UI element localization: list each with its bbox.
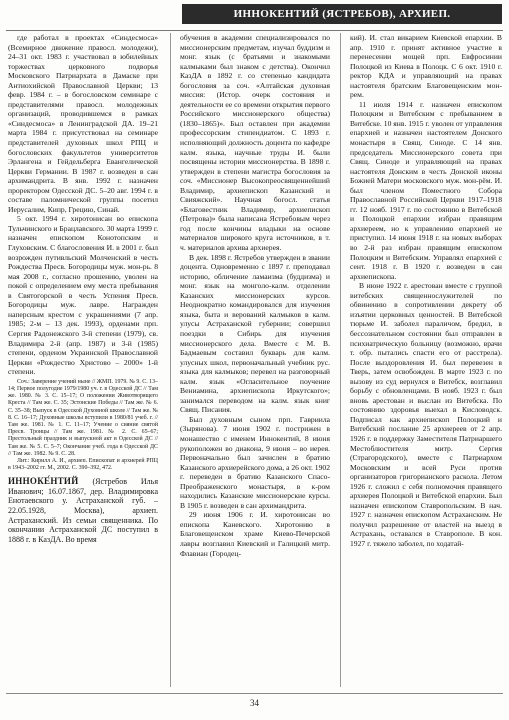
header-rule xyxy=(6,30,503,31)
text-column-2 xyxy=(180,33,330,685)
references-block xyxy=(8,379,158,473)
paragraph: где работал в проектах «Синдесмоса» (Всемирное движение правосл. молодежи), 24–31 окт. 1983 г. участвовал в юбилейных торжествах церковного подворья Московского Патриархата в Дамаске при Антиохийской Православной Церкви; 13 февр. 1984 г. – в богословском семинаре с представителями правосл. молодежных организаций, проводившемся в рамках «Синдесмоса» в Ленинградской ДА. 19–21 марта 1984 г. присутствовал на семинаре представителей духовных школ РПЦ и богословских факультетов университетов Эрлангена и Гейдельберга Евангелической Церкви Германии. В 1987 г. возведен в сан архимандрита. В янв. 1992 г. назначен проректором Одесской ДС. 5–20 авг. 1994 г. в составе паломнической группы посетил Иерусалим, Кипр, Грецию, Синай. xyxy=(8,33,158,214)
entry-text: (Ястребов Илья Иванович; 16.07.1867, дер. Владимировка Енотаевского у. Астраханской губ. – 22.05.1928, Москва), архиеп. Астраханский. Из семьи священника. По окончании Астраханской ДС поступил в 1888 г. в КазДА. Во время xyxy=(8,477,158,544)
paragraph: Был духовным сыном прп. Гавриила (Зырянова). 7 июня 1902 г. пострижен в монашество с именем Иннокентий, 8 июня рукоположен во диакона, 9 июня – во иерея. Первоначально был зачислен в братию Казанского архиерейского дома, а 26 окт. 1902 г. переведен в братию Казанского Спасо-Преображенского монастыря, в к-ром находились Казанские миссионерские курсы. В 1905 г. возведен в сан архимандрита. xyxy=(180,414,330,510)
footer-rule xyxy=(6,693,503,694)
text-column-3 xyxy=(350,33,502,685)
paragraph: обучения в академии специализировался по миссионерским предметам, изучал буддизм и монг. язык (с братьями и знакомыми калмыками был знаком с детства). Окончил КазДА в 1892 г. со степенью кандидата богословия за соч. «Алтайская духовная миссия: (Истор. очерк состояния и деятельности ее со времени открытия первого Российского миссионерского общества) (1830–1865)». Был оставлен при академии профессорским стипендиатом. С 1893 г. исполняющий должность доцента по кафедре калм. языка, научные труды И. были посвящены истории миссионерства. В 1898 г. утвержден в степени магистра богословия за соч. «Миссионер Высокопреосвященнейший Владимир, архиепископ Казанский и Свияжский». Научная богосл. статья «Благовестник Владимир, архиепископ (Петрова)» была написана Ястребовым через год после кончины владыки на основе материалов широкого круга источников, в т. ч. материалов архива архиерея. xyxy=(180,33,330,253)
article-entry xyxy=(8,477,158,544)
entry-headword: ИННОКЕ́НТИЙ xyxy=(8,476,79,487)
running-title: ИННОКЕНТИЙ (ЯСТРЕБОВ), АРХИЕП. xyxy=(182,4,502,24)
literature-reference: Лит.: Кирилл А. И., архиеп. Епископат и архиерей РПЦ в 1943–2002 гг. М., 2002. С. 390–392, 472. xyxy=(8,457,158,472)
column-divider xyxy=(340,33,341,687)
works-reference: Соч.: Заверение учений ныне // ЖМП. 1979. № 9. С. 13–14; Первое полугодие 1979/1980 уч. г. в Одесской ДС // Там же. 1980. № 3. С. 15–17; О положении Животворящего Креста // Там же. С. 35; Эстонские Победы // Там же. № 6. С. 35–38; Выпуск в Одесской Духовной школе // Там же. № 8. С. 16–17; Духовные школы вступили в 1980/81 учеб. г. // Там же. 1981. № 1. С. 11–17; Учение о сияние святой Пресв. Троицы // Там же. 1981. № 2. С. 65–67; Престольный праздник и выпускной акт в Одесской ДС // Там же. № 5. С. 5–7; Окончание учеб. года в Одесской ДС // Там же. 1982. № 9. С. 28. xyxy=(8,378,158,457)
paragraph: 5 окт. 1994 г. хиротонисан во епископа Тульчинского и Брацлавского. 30 марта 1999 г. назначен епископом Конотопским и Глуховским. С благословения И. в 2001 г. был возрожден путивльский Молченский в честь Рождества Пресв. Богородицы муж. мон-рь. 8 мая 2008 г., согласно прошению, уволен на покой с определением ему места пребывания в Святогорской в честь Успения Пресв. Богородицы муж. лавре. Награжден наперсным крестом с украшениями (7 апр. 1985; 2-м – 13 дек. 1993), орденами прп. Сергия Радонежского 3-й степени (1979), св. Владимира 2-й (апр. 1987) и 3-й (1985) степени, орденом Украинской Православной Церкви «Рождество Христово – 2000» 1-й степени. xyxy=(8,214,158,377)
paragraph: В дек. 1898 г. Ястребов утвержден в звании доцента. Одновременно с 1897 г. преподавал историю, обличение ламаизма (буддизма) и монг. язык на монголо-калм. отделении Казанских миссионерских курсов. Неоднократно командировался для изучения языка, быта и верований калмыков в калм. улусы Астраханской губернии; совершил поездки в Сибирь для изучения миссионерского дела. Вместе с М. В. Бадмаевым составил букварь для калм. улусных школ, первоначальный учебник рус. языка для калмыков; перевел на разговорный калм. язык «Огласительное поучение Вениамина, архиепископа Иркутского»; занимался переводом на калм. язык книг Свящ. Писания. xyxy=(180,252,330,415)
paragraph: 29 июня 1906 г. И. хиротонисан во епископа Каневского. Хиротонию в Благовещенском храме Киево-Печерской лавры возглавил Киевский и Галицкий митр. Флавиан (Городец- xyxy=(180,510,330,558)
column-divider xyxy=(170,33,171,687)
paragraph: 11 июля 1914 г. назначен епископом Полоцким и Витебским с пребыванием в Витебске. 10 янв. 1915 г. уволен от управления епархией и назначен настоятелем Донского монастыря в Свящ. Синоде. С 14 янв. председатель Миссионерского совета при Свящ. Синоде и управляющий на правах настоятеля Донским в честь Донской иконы Божией Матери московского муж. мон-рём. И. был членом Поместного Собора Православной Российской Церкви 1917–1918 гг. 12 нояб. 1917 г. по состоянию в Витебской и Полоцкой епархии избран правящим архиереем, но к управлению епархией не приступил. 14 июня 1918 г. на новых выборах во 2-й раз избран правящим епископом Полоцким и Витебским. Управлял епархией с сент. 1918 г. В 1920 г. возведен в сан архиепископа. xyxy=(350,99,502,281)
text-column-1 xyxy=(8,33,158,685)
paragraph: В июне 1922 г. арестован вместе с группой витебских священнослужителей по обвинению в сопротивлении декрету об изъятии церковных ценностей. В Витебской тюрьме И. заболел параличом, бредил, в бессознательном состоянии был отправлен в психиатрическую больницу (возможно, врачи т. обр. пытались спасти его от расстрела). После выздоровления И. был перевезен в Тверь, затем освобожден. В марте 1923 г. по вызову из суд вернулся в Витебск, возглавил борьбу с обновленцами. В нояб. 1923 г. был вновь арестован и выслан из Витебска. По состоянию здоровья выехал в Кисловодск. Подписал как архиепископ Полоцкий и Витебский послание 25 архиереев от 2 апр. 1926 г. в поддержку Заместителя Патриаршего Местоблюстителя митр. Сергия (Страгородского), вместе с Патриархом Московским и всей Руси против организаторов григорианского раскола. Летом 1926 г. сложил с себя полномочия правящего архиерея Полоцкой и Витебской епархии. Был назначен епископом Ставропольским. В нач. 1927 г. назначен епископом Астраханским. Не получил разрешение от властей на выезд в Астрахань, оставался в Ставрополе. В кон. 1927 г. тяжело заболел, по ходатай- xyxy=(350,281,502,548)
paragraph: кий). И. стал викарием Киевской епархии. В апр. 1910 г. принят активное участие в перенесении мощей прп. Евфросинии Полоцкой из Киева в Полоцк. С 6 окт. 1910 г. ректор КДА и управляющий на правах настоятеля братским Благовещенским мон-рем. xyxy=(350,33,502,100)
page-number: 34 xyxy=(250,698,259,708)
